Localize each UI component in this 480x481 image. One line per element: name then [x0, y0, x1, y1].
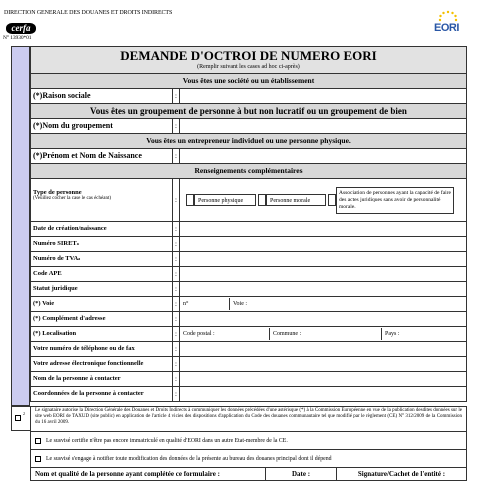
nom-groupement-input[interactable]: [180, 119, 466, 133]
consent-3-text: Le susvisé s'engage à notifier toute modification des données de la présente au bureau des douanes principal dont il dépend: [46, 455, 332, 462]
pays-input[interactable]: [382, 328, 466, 340]
tva-label: Numéro de TVA$^a$: [31, 252, 173, 266]
type-personne-options: [180, 179, 466, 221]
personne-physique-label: Personne physique: [194, 194, 256, 206]
telephone-input[interactable]: [180, 342, 466, 356]
personne-morale-checkbox[interactable]: [258, 194, 266, 206]
row-telephone: [31, 342, 466, 357]
contact-coords-input[interactable]: [180, 387, 466, 401]
row-voie: [31, 297, 466, 312]
consent-1-text: Le signataire autorise la Direction Générale des Douanes et Droits Indirects à communiquer les données précédées d'une astérisque (*) à la Commission Européenne en vue de la publication desdites données sur le site web EORI de TAXUD (site public) en application de l'article 4 vicies des dispositions d'application du Code des douanes communautaire tel que modifié par le règlement (CE) N° 312/2009 de la Commission du 16 avril 2009.: [31, 407, 466, 432]
colon: :: [173, 327, 180, 341]
localisation-label: (*) Localisation: [31, 327, 173, 341]
left-sidebar-bar: [11, 46, 30, 406]
row-siret: [31, 237, 466, 252]
row-type-personne: [31, 179, 466, 222]
eori-form: [30, 46, 467, 402]
colon: :: [173, 342, 180, 356]
row-statut-juridique: [31, 282, 466, 297]
footer-name-label: Nom et qualité de la personne ayant complétée ce formulaire :: [31, 468, 266, 480]
row-prenom-nom: [31, 149, 466, 164]
colon: :: [173, 179, 180, 221]
prenom-nom-label: (*)Prénom et Nom de Naissance: [31, 149, 173, 163]
section-societe: Vous êtes une société ou un établissement: [31, 74, 466, 89]
row-contact-name: [31, 372, 466, 387]
consent-3-checkbox[interactable]: [35, 456, 41, 462]
row-localisation: [31, 327, 466, 342]
contact-name-input[interactable]: [180, 372, 466, 386]
telephone-label: Votre numéro de téléphone ou de fax: [31, 342, 173, 356]
voie-name-input[interactable]: [230, 298, 466, 310]
tva-label-text: Numéro de TVA: [33, 255, 79, 262]
complement-input[interactable]: [180, 312, 466, 326]
email-input[interactable]: [180, 357, 466, 371]
siret-label: Numéro SIRET$^a$: [31, 237, 173, 251]
voie-name-label: Voie :: [233, 301, 248, 307]
pays-label: Pays :: [385, 331, 400, 337]
prenom-nom-input[interactable]: [180, 149, 466, 163]
voie-number-label: n°: [183, 301, 189, 307]
date-creation-label: Date de création/naissance: [31, 222, 173, 236]
colon: :: [173, 357, 180, 371]
date-creation-input[interactable]: [180, 222, 466, 236]
contact-name-label: Nom de la personne à contacter: [31, 372, 173, 386]
commune-label: Commune :: [273, 331, 302, 337]
eori-logo: [432, 10, 464, 36]
form-subtitle: (Remplir suivant les cases ad hoc ci-après): [197, 64, 300, 70]
colon: :: [173, 237, 180, 251]
complement-label: (*) Complément d'adresse: [31, 312, 173, 326]
raison-sociale-input[interactable]: [180, 89, 466, 103]
consent-2-text: Le susvisé certifie n'être pas encore immatriculé en qualité d'EORI dans un autre Etat-membre de la CE.: [46, 437, 288, 444]
localisation-fields: [180, 327, 466, 341]
form-title: DEMANDE D'OCTROI DE NUMERO EORI: [120, 48, 377, 63]
statut-juridique-input[interactable]: [180, 282, 466, 296]
consent-2-checkbox[interactable]: [35, 438, 41, 444]
personne-physique-checkbox[interactable]: [186, 194, 194, 206]
section-renseignements: Renseignements complémentaires: [31, 164, 466, 179]
contact-coords-label: Coordonnées de la personne à contacter: [31, 387, 173, 401]
row-nom-groupement: [31, 119, 466, 134]
type-personne-label-group: [31, 179, 173, 221]
colon: :: [173, 149, 180, 163]
siret-label-text: Numéro SIRET: [33, 240, 77, 247]
section-entrepreneur: Vous êtes un entrepreneur individuel ou une personne physique.: [31, 134, 466, 149]
colon: :: [173, 119, 180, 133]
type-personne-label: Type de personne: [33, 189, 82, 196]
code-postal-input[interactable]: [180, 328, 270, 340]
statut-juridique-label: Statut juridique: [31, 282, 173, 296]
voie-label: (*) Voie: [31, 297, 173, 311]
row-complement: [31, 312, 466, 327]
consent-3-row: [31, 450, 466, 468]
consent-1-mark: 2: [23, 411, 25, 416]
colon: :: [173, 372, 180, 386]
row-email: [31, 357, 466, 372]
colon: :: [173, 252, 180, 266]
association-label: Association de personnes ayant la capacité de faire des actes juridiques sans avoir de personnalité morale.: [336, 187, 454, 214]
row-date-creation: [31, 222, 466, 237]
consent-1-checkbox[interactable]: [15, 415, 21, 421]
row-contact-coords: [31, 387, 466, 401]
signature-footer: [31, 468, 466, 480]
form-header: [31, 47, 466, 74]
row-raison-sociale: [31, 89, 466, 104]
personne-morale-label: Personne morale: [266, 194, 326, 206]
code-postal-label: Code postal :: [183, 331, 215, 337]
colon: :: [173, 222, 180, 236]
consent-section: [30, 406, 467, 481]
colon: :: [173, 282, 180, 296]
email-label: Votre adresse électronique fonctionnelle: [31, 357, 173, 371]
commune-input[interactable]: [270, 328, 382, 340]
consent-2-row: [31, 432, 466, 450]
footer-sign-label: Signature/Cachet de l'entité :: [357, 470, 446, 478]
row-code-ape: [31, 267, 466, 282]
colon: :: [173, 387, 180, 401]
voie-fields: [180, 297, 466, 311]
association-checkbox[interactable]: [328, 194, 336, 206]
cerfa-logo: cerfa: [6, 23, 36, 34]
section-groupement: Vous êtes un groupement de personne à but non lucratif ou un groupement de bien: [31, 104, 466, 119]
agency-name: DIRECTION GENERALE DES DOUANES ET DROITS INDIRECTS: [4, 10, 173, 16]
consent-checkbox-cell: [11, 406, 30, 431]
voie-number-input[interactable]: [180, 298, 230, 310]
cerfa-number: N° 13930*01: [3, 35, 32, 41]
colon: :: [173, 312, 180, 326]
colon: :: [173, 267, 180, 281]
colon: :: [173, 89, 180, 103]
eori-logo-text: EORI: [434, 22, 459, 34]
code-ape-input[interactable]: [180, 267, 466, 281]
type-personne-note: (Veuillez cocher la case le cas échéant): [33, 196, 112, 201]
footer-date-label: Date :: [266, 468, 337, 480]
row-tva: [31, 252, 466, 267]
tva-input[interactable]: [180, 252, 466, 266]
code-ape-label: Code APE: [31, 267, 173, 281]
nom-groupement-label: (*)Nom du groupement: [31, 119, 173, 133]
raison-sociale-label: (*)Raison sociale: [31, 89, 173, 103]
colon: :: [173, 297, 180, 311]
siret-input[interactable]: [180, 237, 466, 251]
